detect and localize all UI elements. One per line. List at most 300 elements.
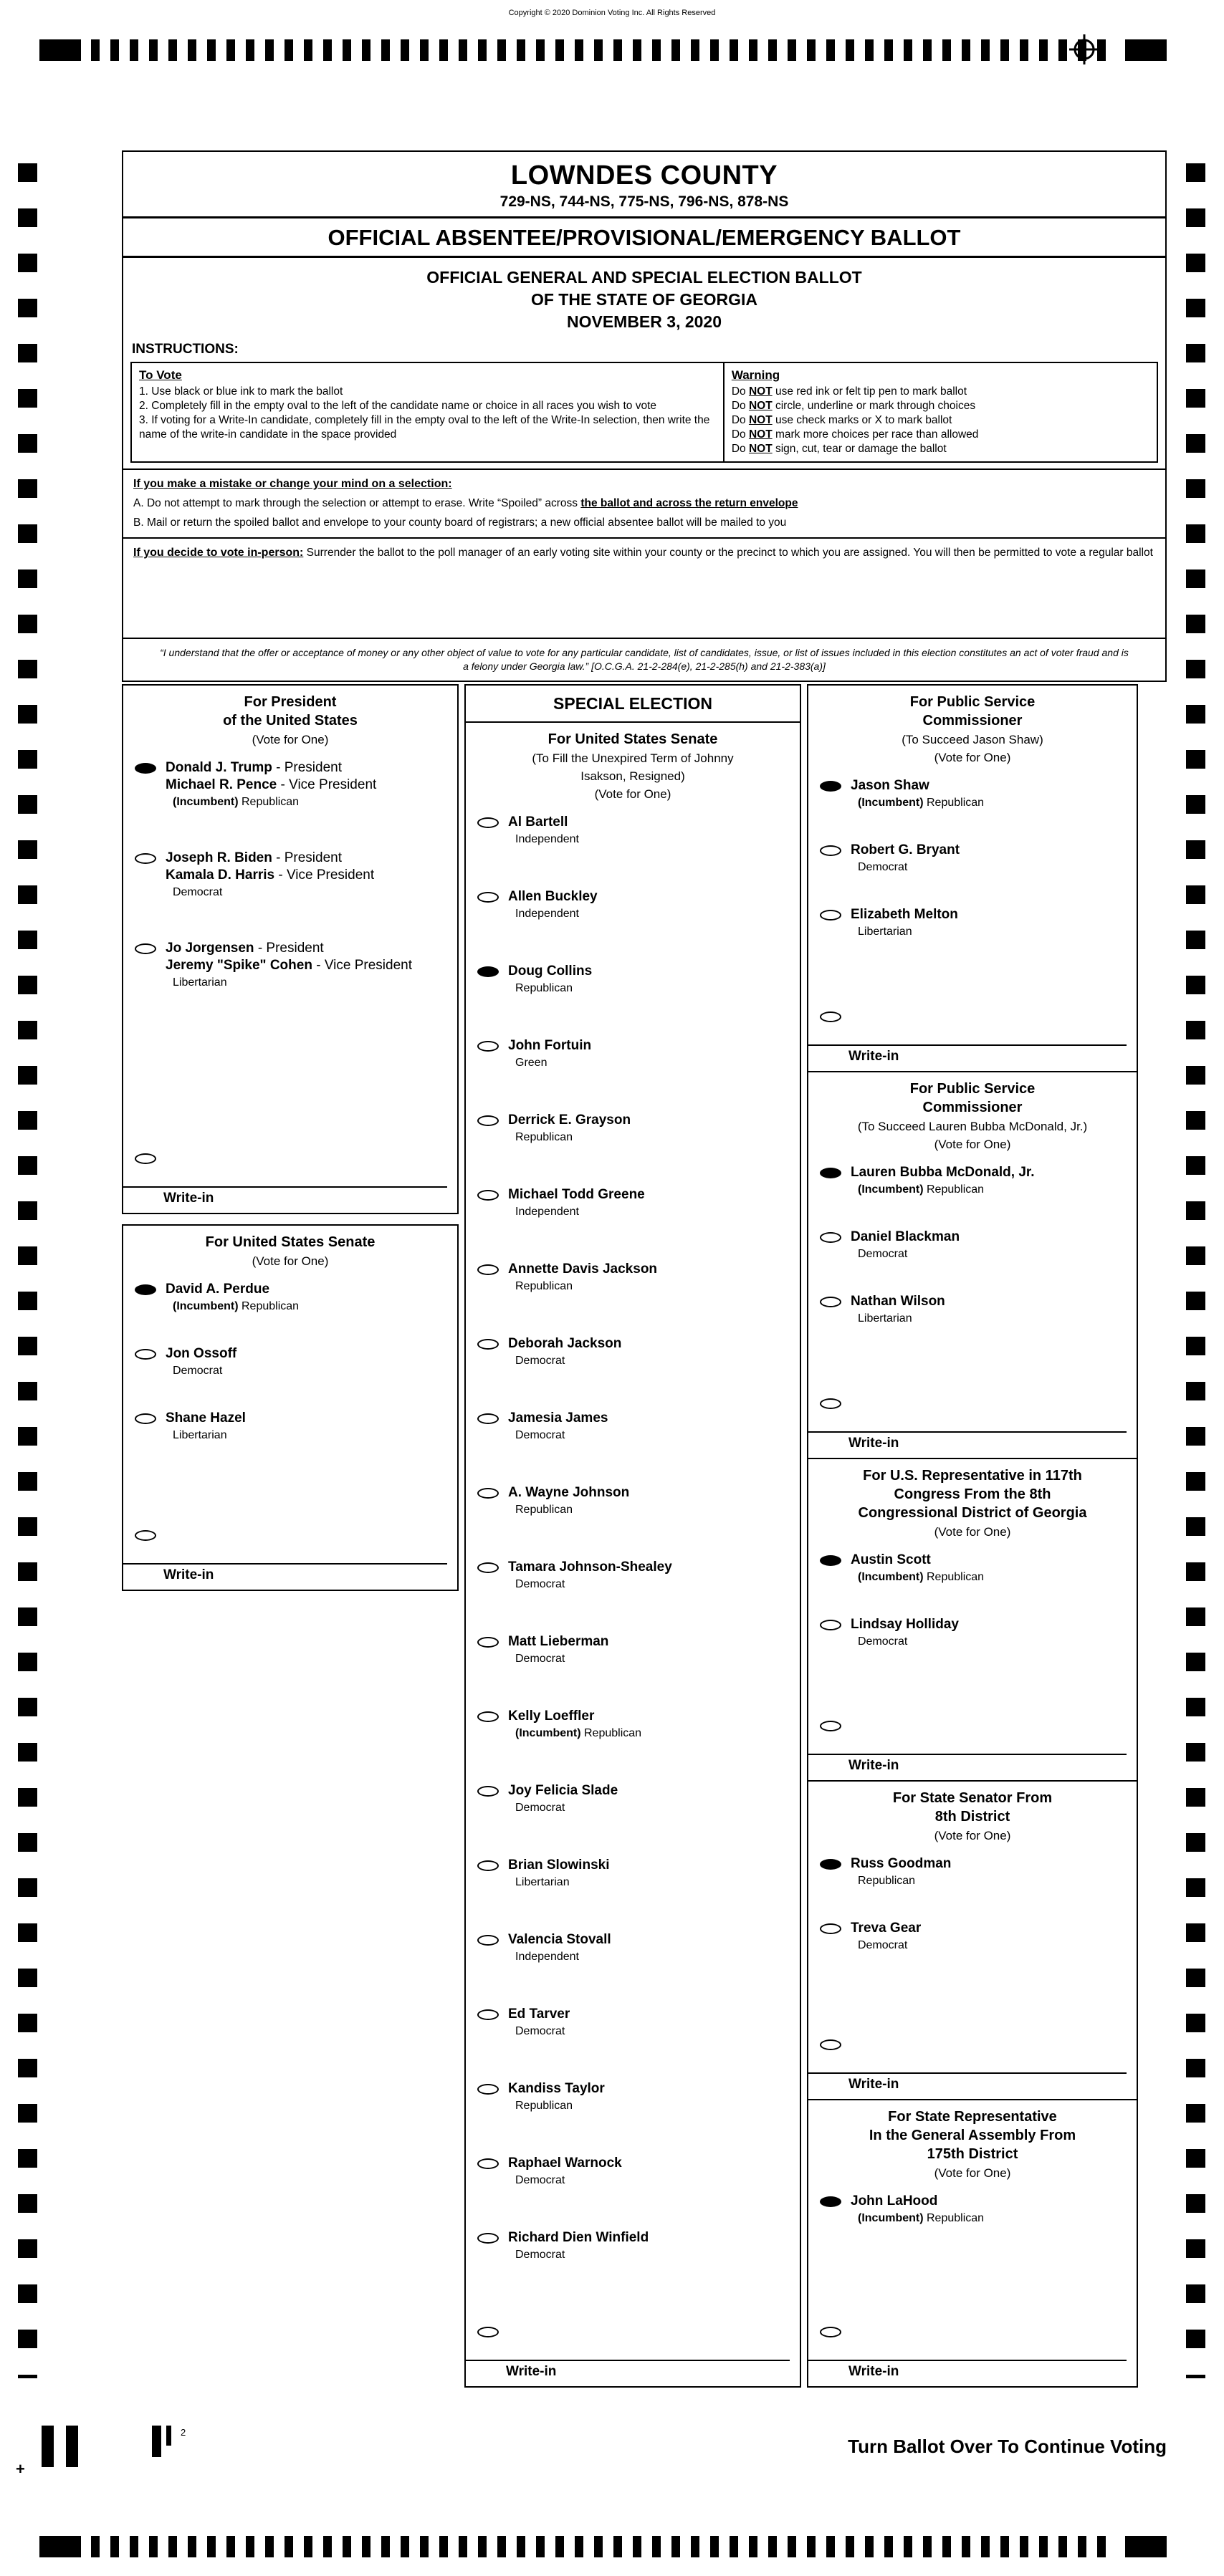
fraud-notice: “I understand that the offer or acceptance of money or any other object of value to vote for any particular candidate, list of candidates, issue, or list of issues included in this election constitutes an act of voter fraud and is a felony under Georgia law.” [O.C.G.A. 21-2-284(e), 21-2-285(h) and 21-2-383(a)]	[123, 638, 1165, 681]
candidate-info	[508, 1261, 800, 1294]
candidate-party: Democrat	[515, 1653, 565, 1665]
candidate-oval-filled[interactable]	[820, 1859, 841, 1870]
candidate-name: A. Wayne Johnson	[508, 1485, 630, 1500]
column-special-election	[464, 684, 801, 2388]
candidate-name: Annette Davis Jackson	[508, 1261, 658, 1277]
candidate-row	[466, 2080, 800, 2113]
write-in-label: Write-in	[848, 2364, 899, 2379]
candidate-row	[466, 1112, 800, 1145]
candidate-oval[interactable]	[477, 1562, 499, 1573]
candidate-row	[466, 1931, 800, 1964]
candidate-info	[508, 2080, 800, 2113]
candidate-name: Daniel Blackman	[851, 1229, 960, 1244]
contest-subtitle: (Vote for One)	[934, 1829, 1011, 1842]
contest	[808, 1072, 1137, 1459]
write-in-label: Write-in	[848, 1436, 899, 1451]
candidate-party: (Incumbent) Republican	[858, 1183, 985, 1196]
contest	[122, 1224, 459, 1591]
contest-title: 8th District	[934, 1809, 1010, 1825]
candidate-name: Austin Scott	[851, 1552, 931, 1567]
candidate-info	[166, 850, 457, 900]
candidate-oval-filled[interactable]	[135, 763, 156, 774]
special-election-banner: SPECIAL ELECTION	[466, 686, 800, 723]
candidate-row	[808, 2193, 1137, 2226]
contest	[808, 2100, 1137, 2386]
candidate-party: Independent	[515, 908, 579, 920]
candidate-party: Democrat	[858, 1635, 908, 1648]
candidate-oval[interactable]	[477, 1339, 499, 1350]
candidate-party: Republican	[515, 1280, 573, 1292]
write-in-section	[123, 1527, 457, 1590]
candidate-info	[851, 842, 1137, 875]
candidate-name: Lindsay Holliday	[851, 1617, 959, 1632]
candidate-name: Treva Gear	[851, 1921, 922, 1936]
write-in-label: Write-in	[848, 2077, 899, 2092]
candidate-info	[508, 963, 800, 996]
candidate-name: Donald J. Trump - President	[166, 760, 343, 775]
candidate-info	[508, 2229, 800, 2262]
write-in-oval-row	[123, 1150, 457, 1168]
turn-ballot-text: Turn Ballot Over To Continue Voting	[848, 2436, 1167, 2457]
candidate-name: David A. Perdue	[166, 1282, 270, 1297]
warning-item: Do NOT use red ink or felt tip pen to mark ballot	[731, 385, 967, 398]
contest-subtitle: (Vote for One)	[934, 1525, 1011, 1539]
contest-header	[123, 1226, 457, 1269]
candidate-info	[508, 1186, 800, 1219]
candidate-oval[interactable]	[477, 2233, 499, 2244]
election-title-line: NOVEMBER 3, 2020	[566, 312, 722, 331]
candidate-row	[466, 1261, 800, 1294]
write-in-oval-row	[808, 2036, 1137, 2054]
candidate-party: (Incumbent) Republican	[515, 1727, 642, 1739]
candidate-name: Shane Hazel	[166, 1410, 246, 1426]
candidate-row	[466, 1410, 800, 1443]
timing-block	[39, 39, 81, 61]
write-in-oval-row	[808, 1008, 1137, 1026]
contest-subtitle: (Vote for One)	[934, 2166, 1011, 2180]
candidate-oval[interactable]	[135, 1349, 156, 1360]
candidate-info	[508, 1335, 800, 1368]
candidate-oval[interactable]	[820, 1232, 841, 1243]
copyright-notice: Copyright © 2020 Dominion Voting Inc. All Rights Reserved	[508, 9, 716, 17]
candidate-oval[interactable]	[477, 1711, 499, 1722]
candidate-info	[508, 814, 800, 847]
candidate-info	[508, 1410, 800, 1443]
candidate-name: Jeremy "Spike" Cohen - Vice President	[166, 958, 412, 973]
candidate-row	[466, 1484, 800, 1517]
contest	[122, 684, 459, 1214]
timing-block	[39, 2536, 81, 2557]
ballot-codes: 729-NS, 744-NS, 775-NS, 796-NS, 878-NS	[499, 193, 789, 210]
candidate-row	[466, 1186, 800, 1219]
candidate-oval-filled[interactable]	[820, 781, 841, 792]
contest-title: 175th District	[927, 2146, 1018, 2162]
candidate-info	[851, 1616, 1137, 1649]
candidate-party: Democrat	[173, 1365, 223, 1377]
contest	[808, 1782, 1137, 2100]
to-vote-item: 3. If voting for a Write-In candidate, completely fill in the empty oval to the left of the Write-In selection, then write the name of the write-in candidate in the space provided	[139, 414, 710, 441]
candidate-info	[166, 1345, 457, 1378]
barcode-mark	[66, 2426, 78, 2467]
candidate-info	[166, 1410, 457, 1443]
contest-title: Commissioner	[922, 713, 1023, 729]
candidate-oval[interactable]	[477, 1637, 499, 1648]
candidate-row	[808, 1616, 1137, 1649]
candidate-name: Jon Ossoff	[166, 1346, 237, 1361]
write-in-oval[interactable]	[820, 1721, 841, 1731]
candidate-party: Democrat	[858, 1248, 908, 1260]
warning-item: Do NOT mark more choices per race than allowed	[731, 428, 979, 441]
write-in-oval[interactable]	[820, 1011, 841, 1022]
candidate-info	[851, 1229, 1137, 1261]
timing-bars	[91, 2536, 1115, 2557]
contest-header	[808, 1782, 1137, 1844]
candidate-name: Richard Dien Winfield	[508, 2230, 649, 2245]
contest-subtitle: (To Succeed Jason Shaw)	[902, 733, 1043, 746]
candidate-row	[808, 1293, 1137, 1326]
candidate-party: Democrat	[515, 2174, 565, 2186]
candidate-row	[466, 1633, 800, 1666]
candidate-name: Jamesia James	[508, 1410, 608, 1426]
candidate-party: Democrat	[515, 2249, 565, 2261]
candidate-party: Democrat	[858, 1939, 908, 1951]
candidate-oval[interactable]	[477, 2158, 499, 2169]
candidate-party: (Incumbent) Republican	[173, 1300, 300, 1312]
to-vote-title: To Vote	[139, 368, 182, 382]
barcode-mark	[42, 2426, 54, 2467]
corner-page-mark: 2	[181, 2427, 186, 2438]
candidate-row	[808, 1920, 1137, 1953]
to-vote-item: 2. Completely fill in the empty oval to the left of the candidate name or choice in all races you wish to vote	[139, 400, 656, 412]
candidate-party: Democrat	[173, 886, 223, 898]
candidate-info	[508, 1931, 800, 1964]
candidate-row	[808, 1164, 1137, 1197]
candidate-info	[508, 1112, 800, 1145]
timing-block	[1125, 2536, 1167, 2557]
candidate-party: Libertarian	[173, 976, 227, 989]
election-title-line: OFFICIAL GENERAL AND SPECIAL ELECTION BALLOT	[426, 268, 862, 287]
candidate-oval[interactable]	[820, 1297, 841, 1307]
write-in-oval-row	[808, 1395, 1137, 1413]
contest-title: For State Representative	[888, 2109, 1057, 2125]
candidate-oval[interactable]	[820, 1620, 841, 1630]
write-in-oval[interactable]	[477, 2327, 499, 2337]
candidate-name: Valencia Stovall	[508, 1932, 611, 1947]
candidate-row	[466, 1708, 800, 1741]
candidate-oval[interactable]	[135, 853, 156, 864]
candidate-name: Jason Shaw	[851, 778, 929, 793]
write-in-label: Write-in	[163, 1567, 214, 1582]
candidate-info	[508, 1782, 800, 1815]
candidate-row	[808, 842, 1137, 875]
write-in-section	[808, 1717, 1137, 1780]
candidate-oval[interactable]	[135, 943, 156, 954]
candidate-name: Brian Slowinski	[508, 1857, 610, 1873]
mistake-section	[123, 468, 1165, 537]
write-in-oval[interactable]	[820, 1398, 841, 1409]
candidate-name: John LaHood	[851, 2193, 938, 2209]
candidate-name: Kandiss Taylor	[508, 2081, 605, 2096]
candidate-name: Elizabeth Melton	[851, 907, 958, 922]
write-in-label: Write-in	[848, 1758, 899, 1773]
contest-title: For Public Service	[909, 694, 1036, 710]
candidate-info	[508, 1484, 800, 1517]
write-in-section	[123, 1150, 457, 1213]
contest-subtitle: (To Succeed Lauren Bubba McDonald, Jr.)	[857, 1120, 1088, 1133]
candidate-party: (Incumbent) Republican	[858, 2212, 985, 2224]
contest-title: For President	[244, 694, 337, 710]
to-vote-item: 1. Use black or blue ink to mark the ballot	[139, 385, 343, 398]
barcode-mark	[152, 2426, 161, 2457]
candidate-name: Tamara Johnson-Shealey	[508, 1559, 672, 1575]
contest-title: For U.S. Representative in 117th	[863, 1468, 1082, 1484]
candidate-oval[interactable]	[477, 2084, 499, 2095]
in-person-heading: If you decide to vote in-person:	[133, 547, 304, 559]
candidate-row	[466, 2155, 800, 2188]
candidate-name: Kelly Loeffler	[508, 1708, 595, 1724]
candidate-info	[508, 1708, 800, 1741]
candidate-oval[interactable]	[477, 1860, 499, 1871]
candidate-oval[interactable]	[135, 1413, 156, 1424]
candidate-oval[interactable]	[820, 845, 841, 856]
timing-marks-bottom	[39, 2536, 1167, 2557]
candidate-oval[interactable]	[477, 1190, 499, 1201]
candidate-oval-filled[interactable]	[477, 966, 499, 977]
mistake-item-a: A. Do not attempt to mark through the selection or attempt to erase. Write “Spoiled” across the ballot and across the return envelope	[133, 497, 798, 509]
timing-marks-right	[1186, 163, 1205, 2378]
warning-cell	[725, 363, 1157, 461]
contest-title: Commissioner	[922, 1100, 1023, 1115]
corner-plus-mark: +	[16, 2460, 25, 2478]
candidate-party: Libertarian	[515, 1876, 570, 1888]
candidate-info	[508, 2155, 800, 2188]
candidate-party: Libertarian	[858, 1312, 912, 1325]
warning-items	[732, 385, 1149, 456]
contest-subtitle: (Vote for One)	[252, 1254, 329, 1268]
candidate-row	[808, 1855, 1137, 1888]
contest-subtitle: (Vote for One)	[934, 751, 1011, 764]
ballot-title: OFFICIAL ABSENTEE/PROVISIONAL/EMERGENCY BALLOT	[327, 225, 961, 250]
candidate-row	[466, 1037, 800, 1070]
candidate-name: Russ Goodman	[851, 1856, 952, 1871]
candidate-row	[808, 906, 1137, 939]
write-in-oval-row	[123, 1527, 457, 1544]
contest-title: For State Senator From	[892, 1790, 1053, 1806]
contest	[466, 723, 800, 2386]
write-in-label: Write-in	[506, 2364, 557, 2379]
candidate-oval[interactable]	[477, 1264, 499, 1275]
ballot-header	[122, 150, 1167, 682]
county-name: LOWNDES COUNTY	[510, 160, 778, 191]
candidate-info	[851, 1552, 1137, 1585]
candidate-party: Democrat	[515, 1355, 565, 1367]
barcode-mark	[166, 2426, 171, 2446]
candidate-party: Green	[515, 1057, 548, 1069]
election-title-line: OF THE STATE OF GEORGIA	[530, 290, 758, 309]
candidate-name: Jo Jorgensen - President	[166, 941, 324, 956]
candidate-name: Raphael Warnock	[508, 2156, 622, 2171]
candidate-oval-filled[interactable]	[135, 1284, 156, 1295]
candidate-info	[508, 888, 800, 921]
candidate-oval[interactable]	[477, 1041, 499, 1052]
candidate-row	[466, 814, 800, 847]
warning-item: Do NOT circle, underline or mark through choices	[731, 400, 976, 412]
candidate-info	[851, 1855, 1137, 1888]
candidate-oval[interactable]	[477, 1115, 499, 1126]
candidate-name: Joy Felicia Slade	[508, 1783, 618, 1798]
write-in-oval[interactable]	[820, 2327, 841, 2337]
contest-title: For Public Service	[909, 1081, 1036, 1097]
candidate-info	[508, 1633, 800, 1666]
candidate-row	[466, 2006, 800, 2039]
candidate-oval[interactable]	[477, 1413, 499, 1424]
contest-title: For United States Senate	[548, 731, 718, 747]
candidate-party: Republican	[515, 1131, 573, 1143]
candidate-oval[interactable]	[477, 892, 499, 903]
write-in-oval[interactable]	[135, 1530, 156, 1541]
timing-marks-left	[18, 163, 37, 2378]
to-vote-cell	[132, 363, 725, 461]
in-person-section	[123, 537, 1165, 567]
instructions-box	[130, 362, 1158, 463]
candidate-name: Derrick E. Grayson	[508, 1112, 631, 1128]
candidate-oval-filled[interactable]	[820, 1168, 841, 1178]
candidate-party: Independent	[515, 1951, 579, 1963]
contest-title: In the General Assembly From	[869, 2128, 1076, 2143]
candidate-row	[123, 850, 457, 900]
candidate-info	[851, 777, 1137, 810]
in-person-text: Surrender the ballot to the poll manager of an early voting site within your county or the precinct to which you are assigned. You will then be permitted to vote a regular ballot	[303, 547, 1153, 559]
candidate-row	[123, 759, 457, 809]
candidate-row	[808, 1552, 1137, 1585]
write-in-section	[808, 2323, 1137, 2386]
contest-header	[808, 686, 1137, 766]
candidate-name: Al Bartell	[508, 814, 568, 830]
warning-item: Do NOT sign, cut, tear or damage the ballot	[731, 443, 947, 455]
candidate-oval-filled[interactable]	[820, 2196, 841, 2207]
election-title	[123, 258, 1165, 336]
candidate-name: Nathan Wilson	[851, 1294, 945, 1309]
candidate-row	[466, 963, 800, 996]
candidate-party: Libertarian	[173, 1429, 227, 1441]
write-in-oval[interactable]	[820, 2039, 841, 2050]
contest	[808, 686, 1137, 1072]
candidate-party: Democrat	[515, 2025, 565, 2037]
candidate-party: Republican	[515, 982, 573, 994]
contest-header	[466, 723, 800, 802]
candidate-info	[508, 1559, 800, 1592]
contest-subtitle: (Vote for One)	[934, 1138, 1011, 1151]
candidate-info	[508, 1857, 800, 1890]
contest-title: Congress From the 8th	[894, 1486, 1051, 1502]
candidate-oval[interactable]	[820, 910, 841, 921]
candidate-party: Republican	[515, 1504, 573, 1516]
candidate-info	[508, 2006, 800, 2039]
contest-title: of the United States	[223, 713, 358, 729]
candidate-party: Republican	[858, 1875, 916, 1887]
candidate-info	[851, 1164, 1137, 1197]
candidate-oval[interactable]	[820, 1923, 841, 1934]
write-in-oval-row	[808, 2323, 1137, 2341]
contest-subtitle: (To Fill the Unexpired Term of Johnny	[532, 751, 734, 765]
candidate-row	[466, 2229, 800, 2262]
candidate-row	[466, 1782, 800, 1815]
write-in-label: Write-in	[163, 1191, 214, 1206]
warning-title: Warning	[731, 368, 780, 382]
write-in-label: Write-in	[848, 1049, 899, 1064]
candidate-row	[123, 1410, 457, 1443]
candidate-row	[466, 888, 800, 921]
write-in-oval-row	[466, 2323, 800, 2341]
write-in-section	[808, 1395, 1137, 1458]
candidate-row	[466, 1335, 800, 1368]
column-right	[807, 684, 1138, 2388]
candidate-info	[166, 759, 457, 809]
mistake-item-b: B. Mail or return the spoiled ballot and envelope to your county board of registrars; a new official absentee ballot will be mailed to you	[133, 516, 787, 529]
contest-title: For United States Senate	[205, 1234, 376, 1250]
write-in-oval-row	[808, 1717, 1137, 1735]
candidate-info	[851, 906, 1137, 939]
candidate-party: (Incumbent) Republican	[858, 797, 985, 809]
timing-block	[1125, 39, 1167, 61]
candidate-row	[808, 1229, 1137, 1261]
timing-marks-top	[39, 39, 1167, 61]
candidate-oval[interactable]	[477, 817, 499, 828]
contest-header	[808, 1072, 1137, 1153]
candidate-row	[123, 1345, 457, 1378]
candidate-info	[166, 1281, 457, 1314]
candidate-party: Republican	[515, 2100, 573, 2112]
candidate-row	[123, 940, 457, 990]
instructions-label: INSTRUCTIONS:	[132, 342, 239, 357]
candidate-info	[851, 1293, 1137, 1326]
candidate-name: Kamala D. Harris - Vice President	[166, 868, 375, 883]
to-vote-items	[139, 385, 716, 442]
candidate-party: Libertarian	[858, 926, 912, 938]
contest-subtitle: Isakson, Resigned)	[580, 769, 685, 783]
write-in-section	[466, 2323, 800, 2386]
candidate-party: Democrat	[515, 1429, 565, 1441]
candidate-name: Robert G. Bryant	[851, 842, 960, 857]
write-in-oval[interactable]	[135, 1153, 156, 1164]
candidate-oval[interactable]	[477, 1488, 499, 1499]
candidate-name: Matt Lieberman	[508, 1634, 609, 1649]
candidate-party: Democrat	[515, 1802, 565, 1814]
candidate-info	[508, 1037, 800, 1070]
candidate-oval[interactable]	[477, 2009, 499, 2020]
write-in-section	[808, 1008, 1137, 1071]
candidate-oval-filled[interactable]	[820, 1555, 841, 1566]
candidate-name: Michael R. Pence - Vice President	[166, 777, 377, 792]
column-left	[122, 684, 459, 2388]
county-block	[123, 152, 1165, 216]
mistake-heading: If you make a mistake or change your mind on a selection:	[133, 478, 452, 490]
contest-header	[808, 2100, 1137, 2181]
candidate-oval[interactable]	[477, 1786, 499, 1797]
candidate-party: (Incumbent) Republican	[858, 1571, 985, 1583]
candidate-info	[851, 2193, 1137, 2226]
candidate-name: John Fortuin	[508, 1038, 592, 1053]
contest-header	[123, 686, 457, 748]
candidate-name: Lauren Bubba McDonald, Jr.	[851, 1165, 1035, 1180]
contest	[808, 1459, 1137, 1782]
candidate-name: Deborah Jackson	[508, 1336, 622, 1351]
races-area	[122, 684, 1167, 2388]
candidate-row	[466, 1857, 800, 1890]
candidate-oval[interactable]	[477, 1935, 499, 1946]
candidate-name: Michael Todd Greene	[508, 1187, 645, 1202]
candidate-name: Ed Tarver	[508, 2007, 570, 2022]
